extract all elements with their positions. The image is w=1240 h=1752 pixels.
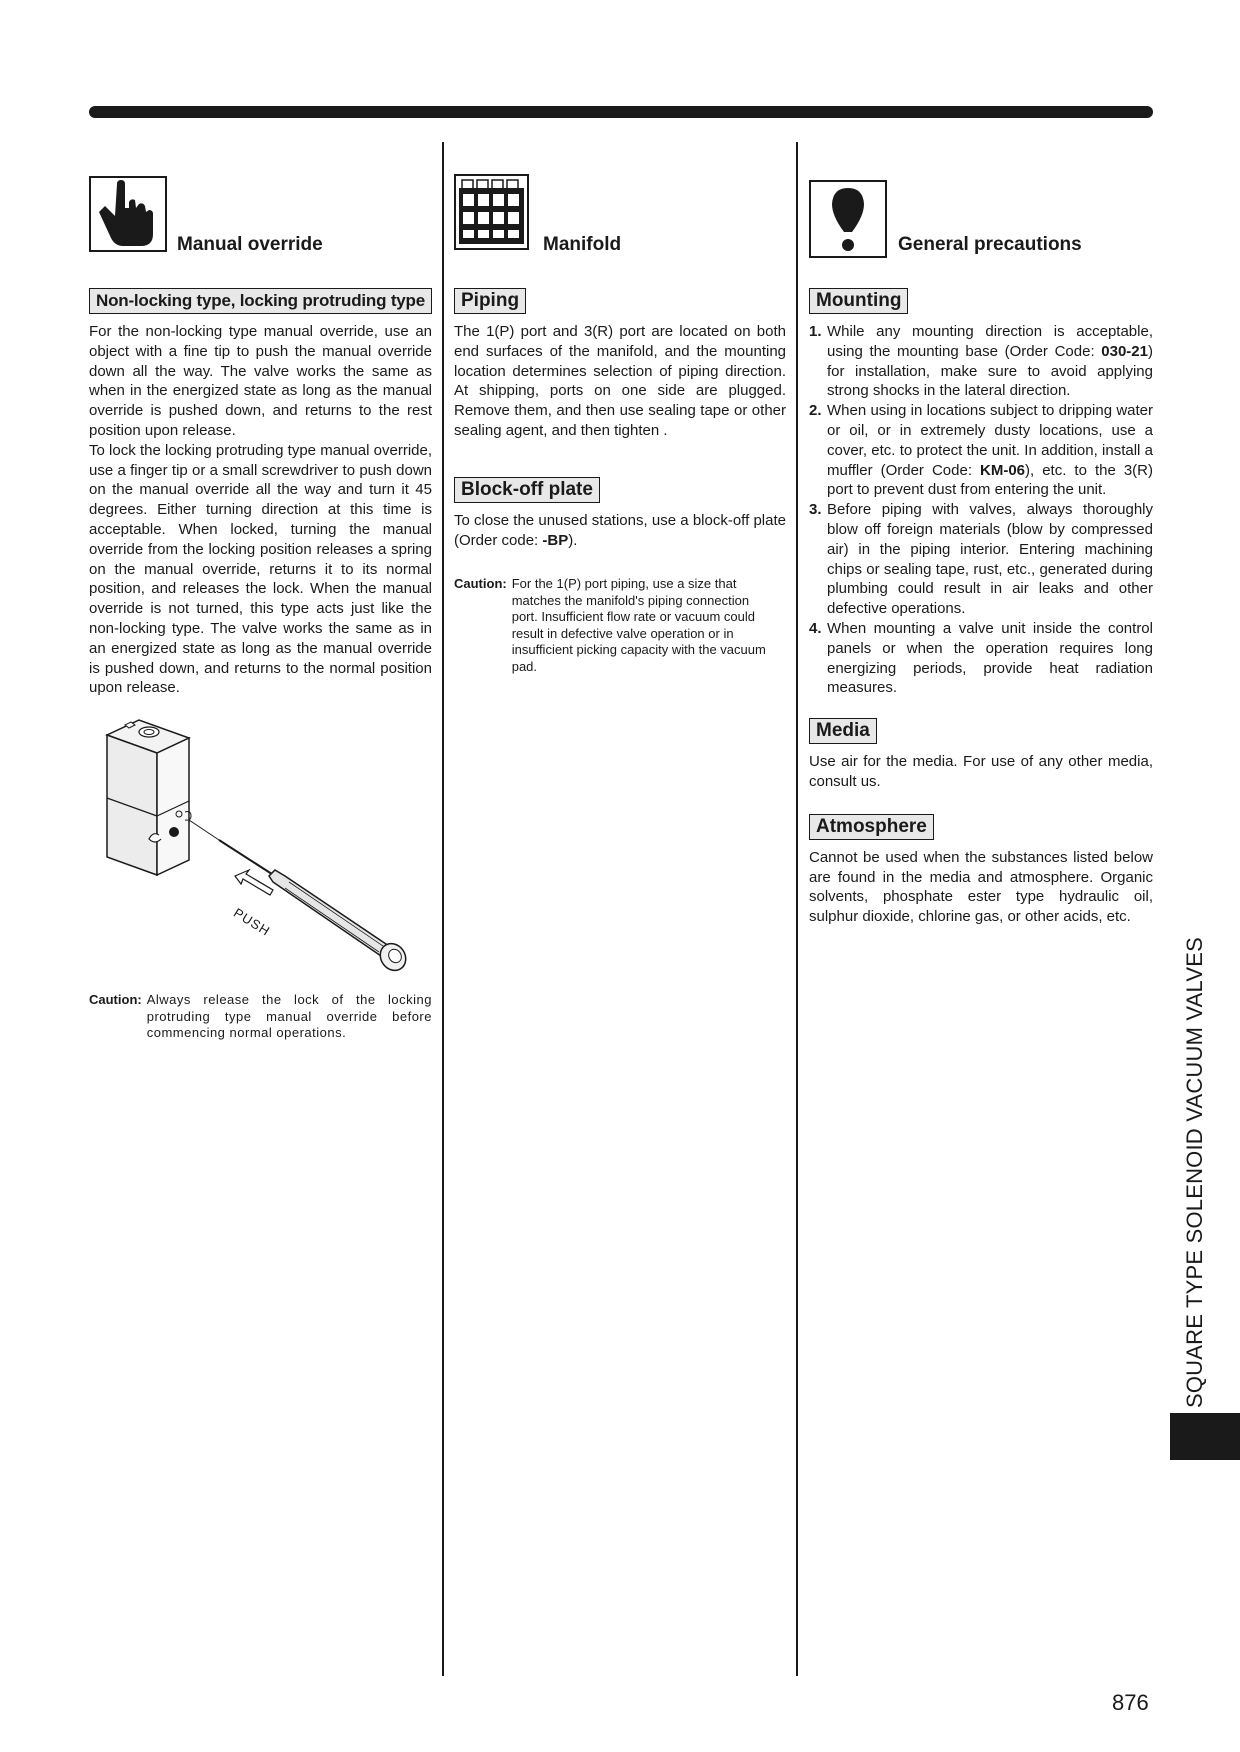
caution-note (89, 992, 432, 1042)
page-number: 876 (1112, 1690, 1149, 1715)
order-code: -BP (542, 531, 569, 549)
general-precautions-column (809, 176, 1153, 927)
manifold-icon (454, 174, 529, 250)
column-header (809, 176, 1153, 256)
paragraph: For the non-locking type manual override, use an object with a fine tip to push the manual override down all the way. The valve works the same as when in the energized state as long as the manual override is pushed down, and returns to the rest position upon release. (89, 323, 432, 439)
manual-override-figure (89, 710, 432, 980)
paragraph: To lock the locking protruding type manual override, use a finger tip or a small screwdriver to push down on the manual override all the way and turn it 45 degrees. Either turning direction at this time is acceptable. When locked, turning the manual override from the locking position releases a spring on the manual override, returns it to its normal position, and releases the lock. When the manual override is not turned, this type acts just like the non-locking type. The valve works the same as in an energized state as long as the manual override is pushed down, and returns to the normal position upon release. (89, 441, 432, 697)
pointing-hand-icon (89, 176, 167, 252)
caution-note (454, 576, 786, 675)
section-title-atmosphere: Atmosphere (809, 814, 934, 840)
order-code: KM-06 (980, 461, 1026, 479)
push-label: PUSH (231, 905, 274, 940)
top-rule (89, 106, 1153, 118)
column-header (89, 176, 432, 256)
column-divider-1 (442, 142, 444, 1676)
media-body: Use air for the media. For use of any other media, consult us. (809, 753, 1153, 790)
atmosphere-body: Cannot be used when the substances listed below are found in the media and atmosphere. Organic solvents, phosphate ester type hydraulic oil, sulphur dioxide, chlorine gas, or other acids, etc. (809, 848, 1153, 926)
caution-text: Always release the lock of the locking protruding type manual override before commencing normal operations. (146, 992, 432, 1041)
section-title-non-locking: Non-locking type, locking protruding type (89, 288, 432, 314)
column-title: Manual override (177, 234, 323, 255)
section-title-block-off-plate: Block-off plate (454, 477, 600, 503)
list-item: 4. When mounting a valve unit inside the control panels or when the operation requires long energizing periods, provide heat radiation measures. (809, 619, 1153, 697)
piping-body: The 1(P) port and 3(R) port are located on both end surfaces of the manifold, and the mounting location determines selection of piping direction. At shipping, ports on one side are plugged. Remove them, and then use sealing tape or other sealing agent, and then tighten . (454, 323, 786, 439)
caution-label: Caution: (89, 992, 142, 1008)
mounting-list (809, 322, 1153, 698)
section-title-media: Media (809, 718, 877, 744)
column-title: Manifold (543, 234, 622, 255)
exclamation-icon (809, 180, 887, 258)
list-item: 3. Before piping with valves, always thoroughly blow off foreign materials (blow by compressed air) in the piping interior. Entering machining chips or sealing tape, rust, etc., generated during plumbing could result in air leaks and other defective operations. (809, 501, 1153, 618)
list-item: 2. When using in locations subject to dripping water or oil, or in extremely dusty locations, use a cover, etc. to protect the unit. In addition, install a muffler (Order Code: KM-06), etc. to the 3(R) port to prevent dust from entering the unit. (809, 402, 1153, 499)
caution-text: For the 1(P) port piping, use a size that matches the manifold's piping connection port. Insufficient flow rate or vacuum could result in defective valve operation or in insufficient picking capacity with the vacuum pad. (511, 576, 766, 674)
column-title: General precautions (898, 234, 1082, 255)
caution-label: Caution: (454, 576, 507, 592)
list-item: 1. While any mounting direction is acceptable, using the mounting base (Order Code: 030-21) for installation, make sure to avoid applying strong shocks in the lateral direction. (809, 323, 1153, 400)
section-title-mounting: Mounting (809, 288, 908, 314)
block-off-body: To close the unused stations, use a block-off plate (Order code: -BP). (454, 511, 786, 549)
manual-override-body (89, 322, 432, 698)
side-tab-marker (1170, 1413, 1240, 1460)
manifold-column (454, 176, 786, 675)
order-code: 030-21 (1101, 342, 1148, 360)
side-tab-label: SQUARE TYPE SOLENOID VACUUM VALVES (1182, 937, 1207, 1408)
section-title-piping: Piping (454, 288, 526, 314)
manual-override-column (89, 176, 432, 1042)
column-header (454, 176, 786, 256)
column-divider-2 (796, 142, 798, 1676)
